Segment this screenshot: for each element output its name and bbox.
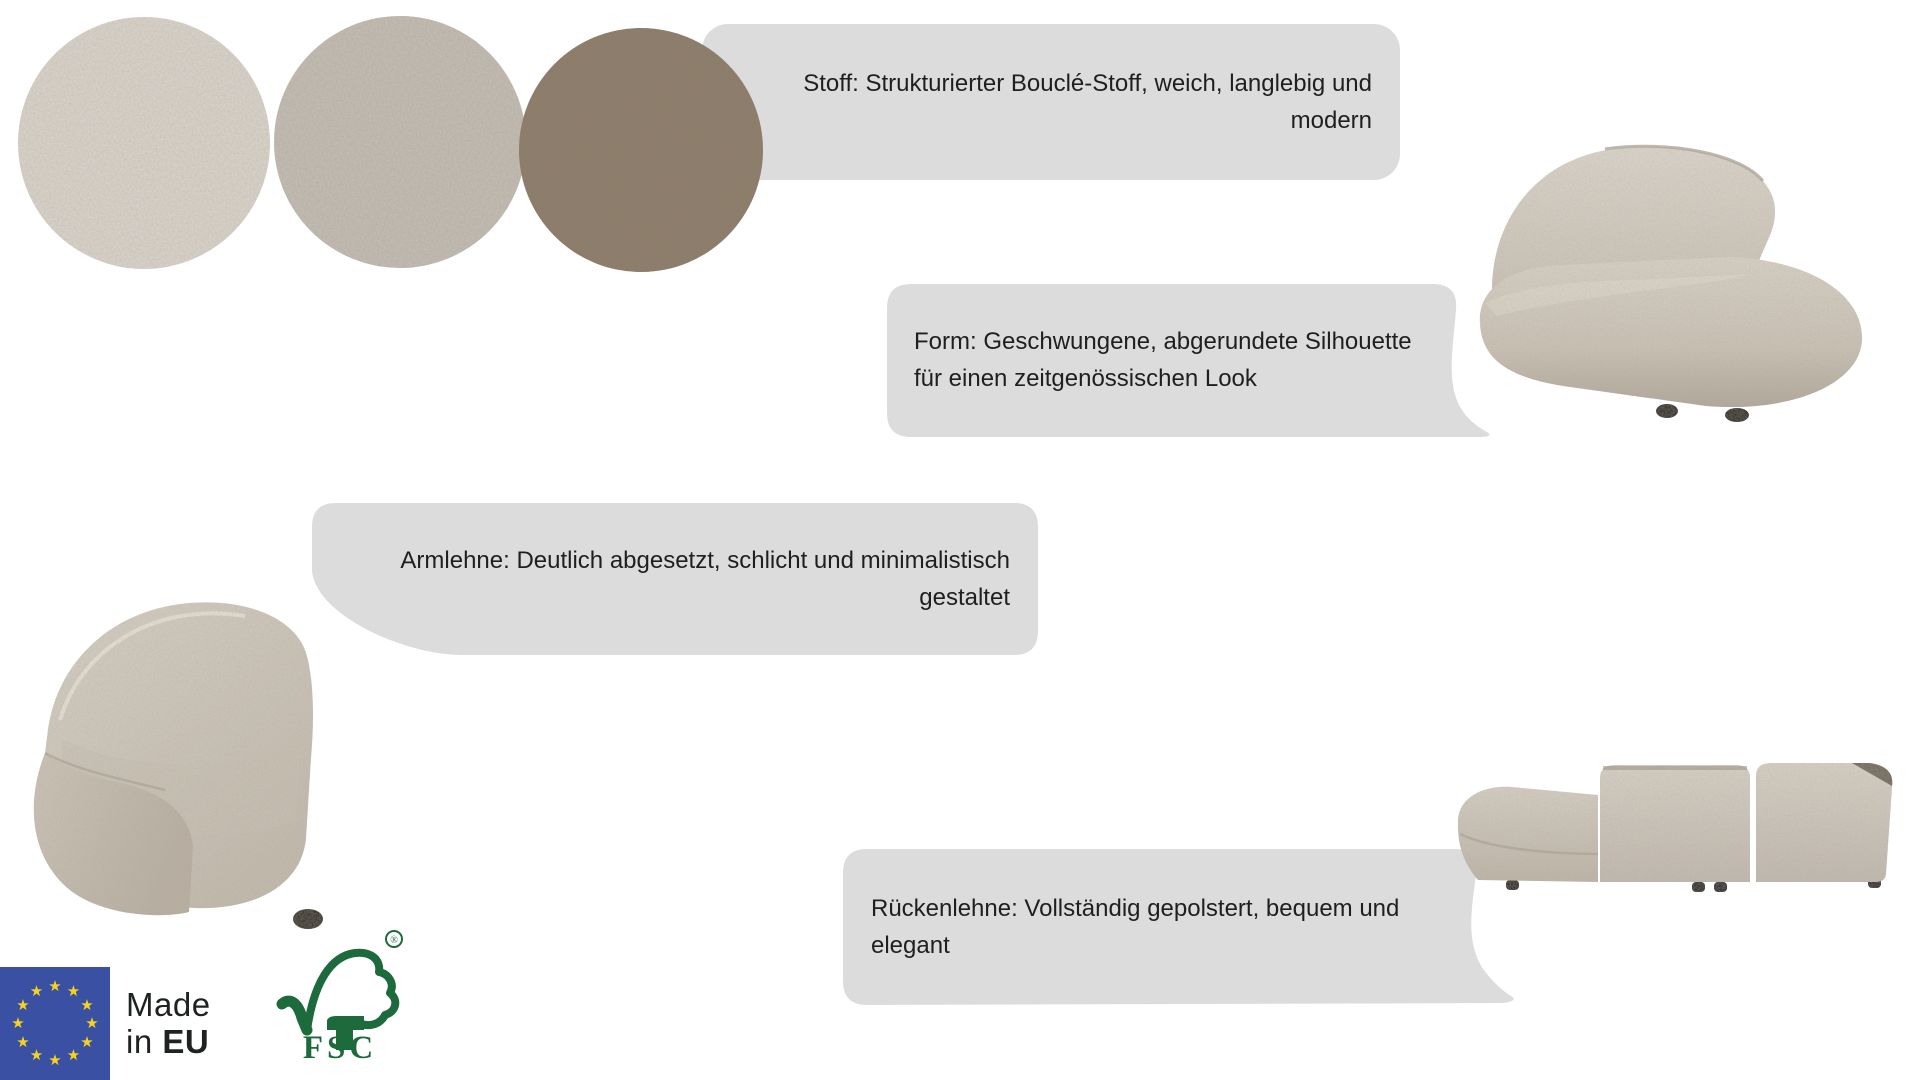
callout-line: Stoff: Strukturierter Bouclé-Stoff, weich, langlebig und [803, 70, 1372, 97]
callout-line: modern [1290, 107, 1372, 134]
fabric-swatch-greige [272, 14, 528, 270]
eu-star-icon: ★ [48, 978, 62, 995]
sofa-back-view-product-photo [1448, 742, 1898, 902]
eu-star-icon: ★ [66, 1047, 81, 1065]
eu-star-icon: ★ [48, 1052, 62, 1069]
callout-line: Form: Geschwungene, abgerundete Silhouette [914, 328, 1412, 355]
callout-line: Armlehne: Deutlich abgesetzt, schlicht und minimalistisch [400, 547, 1010, 574]
fsc-label: FSC [302, 1030, 378, 1066]
callout-line: gestaltet [919, 584, 1010, 611]
callout-text-rueckenlehne [871, 851, 1431, 1003]
eu-flag [0, 967, 110, 1080]
eu-star-icon: ★ [29, 1047, 44, 1065]
made-in-eu-line1: Made [126, 986, 211, 1023]
svg-text:®: ® [390, 935, 398, 946]
callout-line: für einen zeitgenössischen Look [914, 365, 1257, 392]
callout-text-armlehne [330, 503, 1010, 655]
eu-star-icon: ★ [16, 996, 30, 1014]
callout-line: Rückenlehne: Vollständig gepolstert, bequem und [871, 895, 1400, 922]
callout-text-stoff [740, 24, 1372, 180]
eu-star-icon: ★ [11, 1015, 25, 1032]
eu-star-icon: ★ [80, 1033, 94, 1051]
made-in-eu-label [126, 986, 211, 1060]
callout-line: elegant [871, 932, 950, 959]
eu-star-icon: ★ [80, 996, 94, 1014]
chaiselongue-product-photo [1455, 118, 1875, 423]
eu-star-icon: ★ [85, 1015, 99, 1032]
made-in-eu-line2: in EU [126, 1023, 210, 1060]
fabric-swatch-cream [16, 15, 272, 271]
eu-star-icon: ★ [16, 1033, 30, 1051]
eu-star-icon: ★ [29, 982, 44, 1000]
eu-flag-stars [0, 967, 110, 1080]
eu-star-icon: ★ [66, 982, 81, 1000]
fabric-swatch-brown [518, 27, 764, 273]
callout-text-form [914, 285, 1462, 435]
